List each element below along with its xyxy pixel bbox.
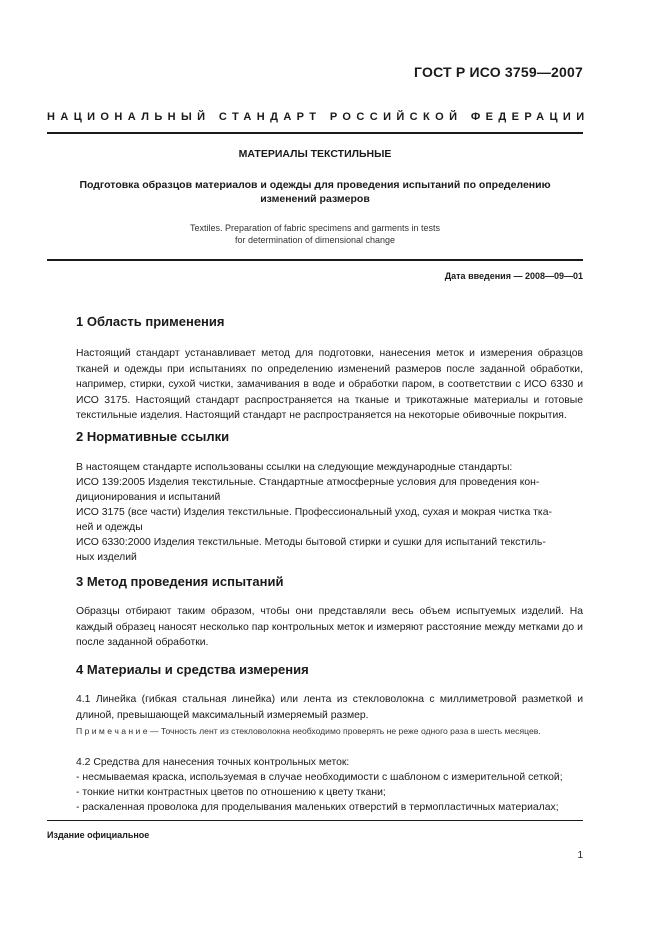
section-1-heading: 1 Область применения (76, 314, 225, 329)
english-title-line-2: for determination of dimensional change (234, 235, 396, 245)
section-4-heading: 4 Материалы и средства измерения (76, 662, 309, 677)
reference-3-line-1: ИСО 6330:2000 Изделия текстильные. Методы бытовой стирки и сушки для испытаний текстиль- (76, 537, 546, 548)
section-2-intro: В настоящем стандарте использованы ссылки на следующие международные стандарты: (76, 462, 513, 473)
english-title (47, 222, 583, 246)
list-item: - несмываемая краска, используемая в случае необходимости с шаблоном с измерительной сеткой; (76, 772, 563, 783)
reference-1-line-2: диционирования и испытаний (76, 492, 221, 503)
section-3-text: Образцы отбирают таким образом, чтобы они представляли весь объем испытуемых изделий. На каждый образец наносят несколько пар контрольных меток и измеряют расстояние между метками до и после заданной обработки. (76, 606, 583, 648)
reference-2-line-1: ИСО 3175 (все части) Изделия текстильные. Профессиональный уход, сухая и мокрая чистка тка- (76, 507, 552, 518)
title-divider (47, 259, 583, 261)
list-item: - тонкие нитки контрастных цветов по отношению к цвету ткани; (76, 787, 386, 798)
section-1-text: Настоящий стандарт устанавливает метод для подготовки, нанесения меток и измерения образцов тканей и одежды при испытаниях по определению изменений размеров после заданной обработки, например, стирки, сухой чистки, замачивания в воде и обработки паром, в соответствии с ИСО 6330 и ИСО 3175. Настоящий стандарт распространяется на тканые и трикотажные материалы и готовые текстильные изделия. Настоящий стандарт не распространяется на некоторые обивочные покрытия. (76, 348, 583, 421)
top-divider (47, 132, 583, 134)
section-2-heading: 2 Нормативные ссылки (76, 429, 230, 444)
reference-3-line-2: ных изделий (76, 552, 137, 563)
edition-label: Издание официальное (47, 830, 150, 840)
footer-divider (47, 820, 583, 821)
reference-2-line-2: ней и одежды (76, 522, 143, 533)
subtitle-line-1: Подготовка образцов материалов и одежды для проведения испытаний по определению (79, 179, 551, 191)
clause-4-1: 4.1 Линейка (гибкая стальная линейка) или лента из стекловолокна с миллиметровой разметкой и длиной, превышающей максимальный измеряемый размер. (76, 694, 583, 721)
english-title-line-1: Textiles. Preparation of fabric specimens and garments in tests (189, 223, 441, 233)
page-number: 1 (577, 850, 583, 861)
document-code: ГОСТ Р ИСО 3759—2007 (414, 64, 583, 80)
subtitle-line-2: изменений размеров (260, 193, 370, 205)
reference-1-line-1: ИСО 139:2005 Изделия текстильные. Стандартные атмосферные условия для проведения кон- (76, 477, 540, 488)
document-subtitle (47, 178, 583, 206)
effective-date: Дата введения — 2008—09—01 (444, 271, 583, 281)
list-item: - раскаленная проволока для проделывания маленьких отверстий в термопластичных материалах; (76, 802, 559, 813)
clause-4-2: 4.2 Средства для нанесения точных контрольных меток: (76, 757, 350, 768)
document-title: МАТЕРИАЛЫ ТЕКСТИЛЬНЫЕ (238, 148, 392, 160)
section-3-heading: 3 Метод проведения испытаний (76, 574, 284, 589)
clause-4-1-note: П р и м е ч а н и е — Точность лент из стекловолокна необходимо проверять не реже одного раза в шесть месяцев. (76, 726, 541, 736)
national-standard-banner: НАЦИОНАЛЬНЫЙ СТАНДАРТ РОССИЙСКОЙ ФЕДЕРАЦИИ (47, 111, 590, 123)
